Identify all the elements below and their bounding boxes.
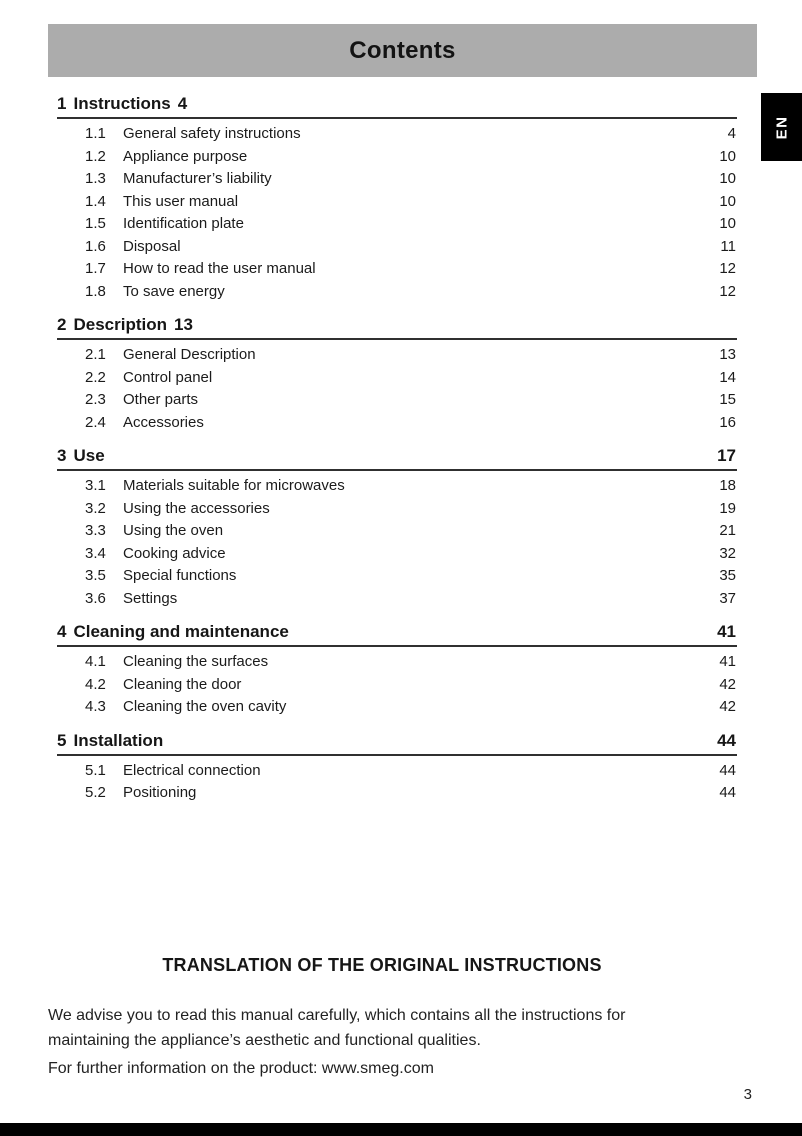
item-page: 44 [719,784,736,801]
section-header [57,92,737,119]
item-title: Control panel [123,368,213,386]
item-title: This user manual [123,192,239,210]
item-number: 1.4 [85,192,106,210]
item-title: Electrical connection [123,761,261,779]
translation-heading: TRANSLATION OF THE ORIGINAL INSTRUCTIONS [162,955,602,975]
item-title: Accessories [123,413,204,431]
item-title: To save energy [123,282,225,300]
contents-header-bar [48,24,757,77]
table-of-contents [57,92,737,805]
item-title: Cooking advice [123,544,226,562]
section-number: 3 [57,446,67,465]
page-number: 3 [743,1086,752,1103]
toc-section-installation [57,729,737,805]
toc-item [57,565,737,588]
advice-line: maintaining the appliance’s aesthetic and functional qualities. [48,1032,481,1049]
item-number: 3.6 [85,589,106,607]
item-number: 3.4 [85,544,106,562]
toc-item [57,674,737,697]
footer-bar [0,1123,802,1136]
toc-section-cleaning [57,620,737,719]
item-number: 4.2 [85,675,106,693]
section-items [57,756,737,805]
item-number: 3.1 [85,477,106,494]
item-title: Cleaning the oven cavity [123,698,287,715]
item-number: 2.1 [85,346,106,363]
toc-item [57,389,737,412]
item-page: 12 [719,260,736,277]
item-number: 1.7 [85,260,106,277]
section-number: 4 [57,622,67,641]
item-page: 41 [719,653,736,670]
item-title: Special functions [123,567,237,584]
item-number: 1.5 [85,215,106,232]
item-title: Identification plate [123,215,244,232]
item-page: 15 [719,391,736,408]
section-items [57,119,737,303]
toc-item [57,344,737,367]
toc-item [57,168,737,191]
item-title: Appliance purpose [123,147,248,165]
page-title: Contents [349,36,456,64]
item-title: Using the accessories [123,499,270,517]
section-number: 2 [57,315,67,334]
section-items [57,647,737,719]
toc-item [57,123,737,146]
toc-item [57,191,737,214]
item-page: 10 [719,192,736,210]
item-number: 5.1 [85,761,106,779]
item-number: 5.2 [85,784,106,801]
item-number: 2.4 [85,413,106,431]
item-number: 4.3 [85,698,106,715]
section-header [57,620,737,647]
section-number: 1 [57,94,67,113]
section-title: Cleaning and maintenance [73,622,289,641]
item-page: 4 [727,125,736,142]
toc-item [57,651,737,674]
section-title: Installation [73,730,164,750]
item-page: 12 [719,282,736,300]
item-number: 3.3 [85,522,106,539]
section-items [57,340,737,434]
section-title: Use [73,446,105,465]
toc-section-description [57,313,737,434]
toc-item [57,367,737,390]
item-page: 18 [719,477,736,494]
toc-item [57,498,737,521]
item-number: 1.2 [85,147,106,165]
toc-item [57,258,737,281]
item-page: 14 [719,368,736,386]
item-page: 13 [719,346,736,363]
item-title: Cleaning the surfaces [123,653,269,670]
section-page: 17 [717,446,736,465]
item-title: Positioning [123,784,197,801]
item-number: 4.1 [85,653,106,670]
item-title: Materials suitable for microwaves [123,477,345,494]
language-tab [761,93,802,161]
item-title: Manufacturer’s liability [123,170,272,187]
item-page: 35 [719,567,736,584]
section-items [57,471,737,610]
toc-item [57,475,737,498]
toc-item [57,588,737,611]
item-page: 44 [719,761,736,779]
item-number: 2.3 [85,391,106,408]
item-title: Settings [123,589,178,607]
toc-item [57,543,737,566]
item-page: 42 [719,675,736,693]
toc-item [57,782,737,805]
item-page: 42 [719,698,736,715]
section-header [57,313,737,340]
toc-item [57,760,737,783]
item-number: 2.2 [85,368,106,386]
item-number: 3.5 [85,567,106,584]
advice-paragraph [48,1003,708,1053]
item-page: 37 [719,589,736,607]
toc-item [57,412,737,435]
section-header [57,444,737,471]
toc-item [57,281,737,304]
section-title: Description [73,315,167,334]
item-page: 19 [719,499,736,517]
section-page: 4 [177,94,188,113]
item-title: Disposal [123,237,181,255]
language-tab-label: EN [773,115,790,139]
advice-line: We advise you to read this manual carefully, which contains all the instructions for [48,1007,626,1024]
item-page: 10 [719,170,736,187]
section-page: 41 [717,622,736,641]
item-title: Using the oven [123,522,224,539]
section-number: 5 [57,730,67,750]
item-number: 1.6 [85,237,106,255]
info-line: For further information on the product: www.smeg.com [48,1060,434,1077]
item-title: Cleaning the door [123,675,242,693]
item-page: 21 [719,522,736,539]
item-number: 1.3 [85,170,106,187]
section-title: Instructions [73,94,171,113]
toc-item [57,236,737,259]
toc-item [57,520,737,543]
toc-section-instructions [57,92,737,303]
item-page: 32 [719,544,736,562]
item-title: General Description [123,346,256,363]
section-page: 44 [717,730,736,750]
toc-section-use [57,444,737,610]
item-title: General safety instructions [123,125,301,142]
item-number: 3.2 [85,499,106,517]
item-page: 10 [719,147,736,165]
item-page: 10 [719,215,736,232]
item-number: 1.8 [85,282,106,300]
item-page: 16 [719,413,736,431]
section-header [57,729,737,756]
item-title: How to read the user manual [123,260,316,277]
toc-item [57,146,737,169]
section-page: 13 [174,315,193,334]
item-title: Other parts [123,391,199,408]
toc-item [57,696,737,719]
item-number: 1.1 [85,125,106,142]
toc-item [57,213,737,236]
item-page: 11 [720,237,736,255]
